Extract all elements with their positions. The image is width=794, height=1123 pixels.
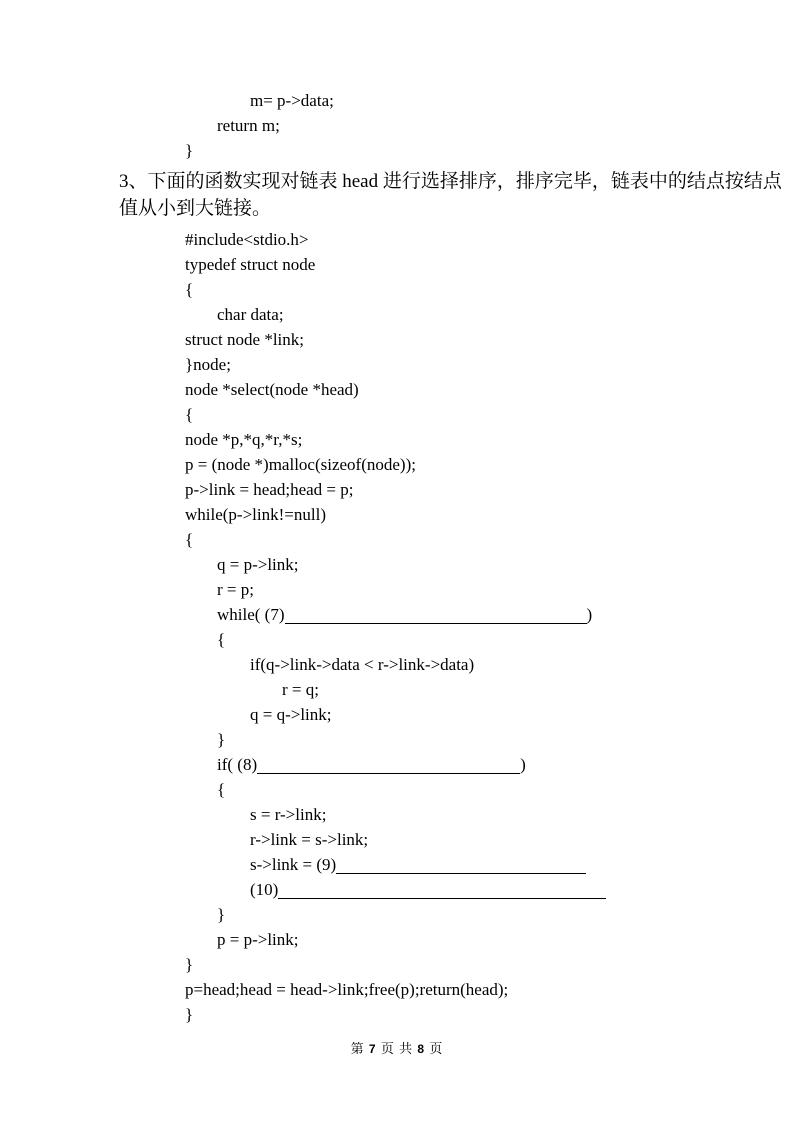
code-block-main — [0, 227, 794, 1027]
answer-blank — [257, 752, 520, 774]
code-text: #include<stdio.h> — [185, 230, 309, 249]
code-text: } — [217, 905, 226, 924]
page-footer — [0, 1038, 794, 1057]
code-line — [0, 502, 794, 527]
code-text: } — [185, 141, 194, 160]
code-line — [0, 138, 794, 163]
code-line — [0, 227, 794, 252]
code-line — [0, 352, 794, 377]
code-line — [0, 1002, 794, 1027]
code-text: r->link = s->link; — [250, 830, 369, 849]
footer-page-number: 7 — [368, 1042, 377, 1056]
code-text: { — [185, 405, 194, 424]
code-line — [0, 727, 794, 752]
footer-suffix: 页 — [429, 1041, 444, 1056]
question-line: 值从小到大链接。 — [119, 198, 272, 219]
code-line — [0, 652, 794, 677]
code-text: r = q; — [282, 680, 319, 699]
code-text: p = (node *)malloc(sizeof(node)); — [185, 455, 416, 474]
code-text: typedef struct node — [185, 255, 316, 274]
code-line — [0, 252, 794, 277]
question-text — [0, 168, 794, 222]
code-text: { — [217, 630, 226, 649]
code-text: } — [185, 1005, 194, 1024]
code-text: s = r->link; — [250, 805, 327, 824]
code-line — [0, 952, 794, 977]
question-line: 3、下面的函数实现对链表 head 进行选择排序，排序完毕，链表中的结点按结点 — [119, 171, 782, 192]
code-line — [0, 452, 794, 477]
code-line — [0, 827, 794, 852]
code-line — [0, 802, 794, 827]
code-text: char data; — [217, 305, 284, 324]
code-text: p->link = head;head = p; — [185, 480, 354, 499]
code-line — [0, 527, 794, 552]
code-line — [0, 777, 794, 802]
answer-blank — [336, 852, 586, 874]
code-text: } — [185, 955, 194, 974]
code-line — [0, 602, 794, 627]
code-text: s->link = (9) — [250, 855, 337, 874]
code-line — [0, 477, 794, 502]
code-line — [0, 327, 794, 352]
code-line — [0, 402, 794, 427]
code-text: m= p->data; — [250, 91, 334, 110]
code-block-previous — [0, 88, 794, 163]
code-line — [0, 927, 794, 952]
code-line — [0, 877, 794, 902]
code-text: node *select(node *head) — [185, 380, 359, 399]
code-line — [0, 277, 794, 302]
code-line — [0, 902, 794, 927]
code-text: if(q->link->data < r->link->data) — [250, 655, 475, 674]
code-line — [0, 677, 794, 702]
code-text: { — [185, 280, 194, 299]
code-text: }node; — [185, 355, 231, 374]
code-text: p=head;head = head->link;free(p);return(head); — [185, 980, 509, 999]
code-text: } — [217, 730, 226, 749]
footer-total-pages: 8 — [417, 1042, 426, 1056]
code-text: struct node *link; — [185, 330, 304, 349]
code-line — [0, 577, 794, 602]
code-line — [0, 627, 794, 652]
code-line — [0, 377, 794, 402]
code-line — [0, 752, 794, 777]
code-line — [0, 552, 794, 577]
code-text: while(p->link!=null) — [185, 505, 326, 524]
code-text: (10) — [250, 880, 279, 899]
code-line — [0, 113, 794, 138]
code-line — [0, 852, 794, 877]
code-text: q = p->link; — [217, 555, 299, 574]
code-text: p = p->link; — [217, 930, 299, 949]
code-line — [0, 702, 794, 727]
code-text: r = p; — [217, 580, 254, 599]
footer-middle: 页 共 — [380, 1041, 414, 1056]
code-text: q = q->link; — [250, 705, 332, 724]
code-line — [0, 302, 794, 327]
footer-prefix: 第 — [350, 1041, 365, 1056]
answer-blank — [278, 877, 606, 899]
code-line — [0, 427, 794, 452]
code-text: while( (7) — [217, 605, 285, 624]
code-line — [0, 977, 794, 1002]
code-text: { — [217, 780, 226, 799]
code-text: return m; — [217, 116, 280, 135]
code-text: if( (8) — [217, 755, 258, 774]
answer-blank — [285, 602, 587, 624]
code-suffix: ) — [520, 755, 526, 774]
code-line — [0, 88, 794, 113]
code-text: node *p,*q,*r,*s; — [185, 430, 303, 449]
code-suffix: ) — [586, 605, 593, 624]
code-text: { — [185, 530, 194, 549]
